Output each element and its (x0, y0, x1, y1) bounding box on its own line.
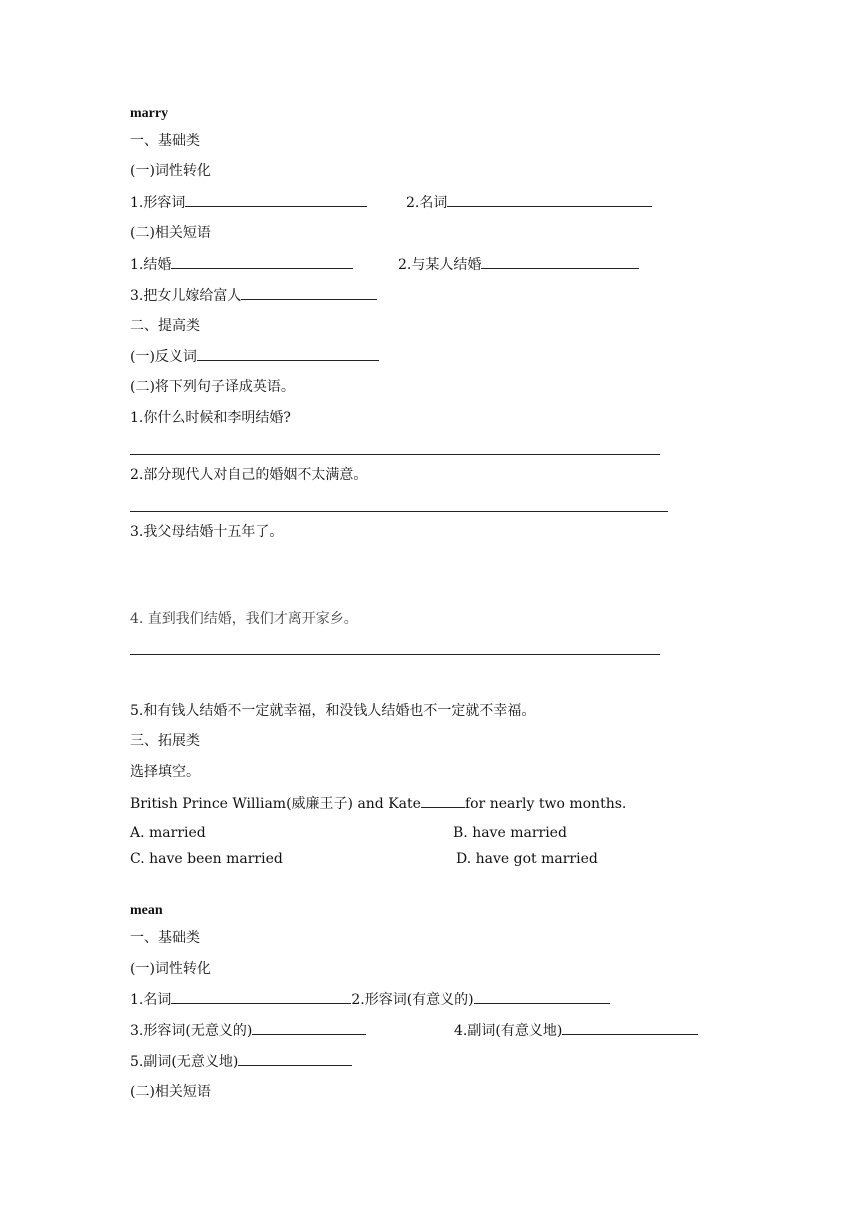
option-c[interactable]: C. have been married (130, 851, 283, 867)
answer-line[interactable] (130, 511, 668, 512)
question-label: 2.形容词(有意义的) (351, 992, 474, 1008)
instruction-choose: 选择填空。 (130, 764, 200, 780)
word-heading-marry: marry (130, 106, 169, 121)
stem-part-1: British Prince William(威廉王子) and Kate (130, 796, 421, 812)
question-label: 3.形容词(无意义的) (130, 1023, 253, 1039)
answer-blank[interactable] (562, 1021, 698, 1035)
question-adverb-meaningful (454, 1021, 698, 1040)
section-advanced: 二、提高类 (130, 318, 200, 334)
answer-blank[interactable] (185, 193, 367, 207)
question-adjective (130, 193, 367, 212)
translate-sentence-4: 4. 直到我们结婚，我们才离开家乡。 (130, 611, 358, 627)
answer-blank[interactable] (421, 794, 465, 808)
phrase-get-married (130, 255, 353, 274)
answer-blank[interactable] (241, 286, 377, 300)
multiple-choice-stem (130, 794, 626, 813)
answer-blank[interactable] (447, 193, 652, 207)
answer-blank[interactable] (171, 255, 353, 269)
answer-blank[interactable] (481, 255, 639, 269)
translate-sentence-5: 5.和有钱人结婚不一定就幸福，和没钱人结婚也不一定就不幸福。 (130, 703, 536, 719)
question-label: 2.与某人结婚 (398, 257, 482, 273)
section-extension: 三、拓展类 (130, 733, 200, 749)
subsection-phrases: (二)相关短语 (130, 1084, 211, 1100)
question-adverb-meaningless (130, 1052, 352, 1071)
question-label: 2.名词 (406, 195, 448, 211)
phrase-marry-daughter (130, 286, 377, 305)
option-d[interactable]: D. have got married (456, 851, 598, 867)
section-basic: 一、基础类 (130, 930, 200, 946)
question-label: (一)反义词 (130, 349, 197, 365)
stem-part-2: for nearly two months. (464, 796, 627, 812)
option-a[interactable]: A. married (130, 825, 206, 841)
question-label: 1.名词 (130, 992, 172, 1008)
answer-blank[interactable] (171, 990, 351, 1004)
subsection-word-forms: (一)词性转化 (130, 163, 211, 179)
option-b[interactable]: B. have married (453, 825, 567, 841)
subsection-phrases: (二)相关短语 (130, 225, 211, 241)
question-label: 3.把女儿嫁给富人 (130, 288, 242, 304)
question-label: 1.结婚 (130, 257, 172, 273)
translate-sentence-2: 2.部分现代人对自己的婚姻不太满意。 (130, 467, 368, 483)
translate-sentence-1: 1.你什么时候和李明结婚? (130, 410, 291, 426)
antonym-question (130, 347, 379, 366)
question-adjective-meaningless (130, 1021, 366, 1040)
question-label: 5.副词(无意义地) (130, 1054, 239, 1070)
section-basic: 一、基础类 (130, 133, 200, 149)
answer-line[interactable] (130, 654, 660, 655)
question-noun (406, 193, 652, 212)
answer-blank[interactable] (252, 1021, 366, 1035)
word-heading-mean: mean (130, 903, 163, 918)
answer-line[interactable] (130, 454, 660, 455)
phrase-marry-someone (398, 255, 639, 274)
question-noun (130, 990, 610, 1009)
question-label: 4.副词(有意义地) (454, 1023, 563, 1039)
subsection-word-forms: (一)词性转化 (130, 961, 211, 977)
answer-blank[interactable] (474, 990, 610, 1004)
translate-sentence-3: 3.我父母结婚十五年了。 (130, 524, 284, 540)
subsection-translate: (二)将下列句子译成英语。 (130, 379, 295, 395)
answer-blank[interactable] (238, 1052, 352, 1066)
answer-blank[interactable] (197, 347, 379, 361)
question-label: 1.形容词 (130, 195, 186, 211)
